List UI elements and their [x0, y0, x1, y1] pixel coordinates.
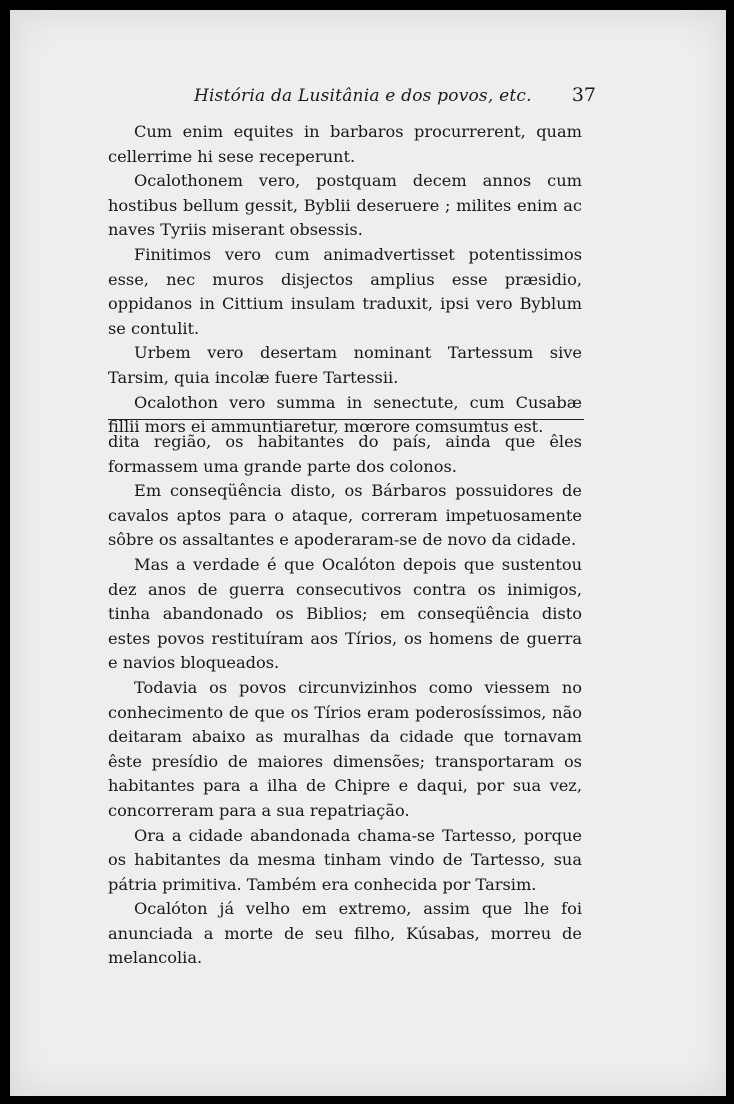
latin-text-block	[108, 120, 582, 440]
running-head	[118, 84, 602, 112]
portuguese-paragraph: Ora a cidade abandonada chama-se Tartesso, porque os habitantes da mesma tinham vindo de Tartesso, sua pátria primitiva. Também era conhecida por Tarsim.	[108, 825, 582, 894]
latin-paragraph: Ocalothonem vero, postquam decem annos cum hostibus bellum gessit, Byblii deseruere ; milites enim ac naves Tyriis miserant obsessis.	[108, 171, 582, 240]
book-page	[10, 10, 726, 1096]
page-number: 37	[571, 84, 596, 106]
portuguese-text-block	[108, 430, 582, 971]
latin-paragraph: Ocalothon vero summa in senectute, cum Cusabæ fillii mors ei ammuntiaretur, mœrore comsumtus est.	[108, 392, 582, 437]
portuguese-paragraph: Mas a verdade é que Ocalóton depois que sustentou dez anos de guerra consecutivos contra os inimigos, tinha abandonado os Biblios; em conseqüência disto estes povos restituíram aos Tírios, os homens de guerra e navios bloqueados.	[108, 554, 582, 673]
latin-paragraph: Finitimos vero cum animadvertisset potentissimos esse, nec muros disjectos amplius esse præsidio, oppidanos in Cittium insulam traduxit, ipsi vero Byblum se contulit.	[108, 244, 582, 338]
portuguese-paragraph: Ocalóton já velho em extremo, assim que lhe foi anunciada a morte de seu filho, Kúsabas, morreu de melancolia.	[108, 899, 582, 968]
latin-paragraph: Cum enim equites in barbaros procurrerent, quam cellerrime hi sese receperunt.	[108, 122, 582, 166]
portuguese-paragraph: Todavia os povos circunvizinhos como viessem no conhecimento de que os Tírios eram poderosíssimos, não deitaram abaixo as muralhas da cidade que tornavam êste presídio de maiores dimensões; transportaram os habitantes para a ilha de Chipre e daqui, por sua vez, concorreram para a sua repatriação.	[108, 677, 582, 820]
section-divider	[108, 419, 584, 420]
portuguese-paragraph: Em conseqüência disto, os Bárbaros possuidores de cavalos aptos para o ataque, correram impetuosamente sôbre os assaltantes e apoderaram-se de novo da cidade.	[108, 481, 582, 550]
running-title: História da Lusitânia e dos povos, etc.	[194, 86, 532, 106]
portuguese-paragraph-continued: dita região, os habitantes do país, ainda que êles formassem uma grande parte dos colonos.	[108, 432, 582, 476]
latin-paragraph: Urbem vero desertam nominant Tartessum sive Tarsim, quia incolæ fuere Tartessii.	[108, 343, 582, 387]
